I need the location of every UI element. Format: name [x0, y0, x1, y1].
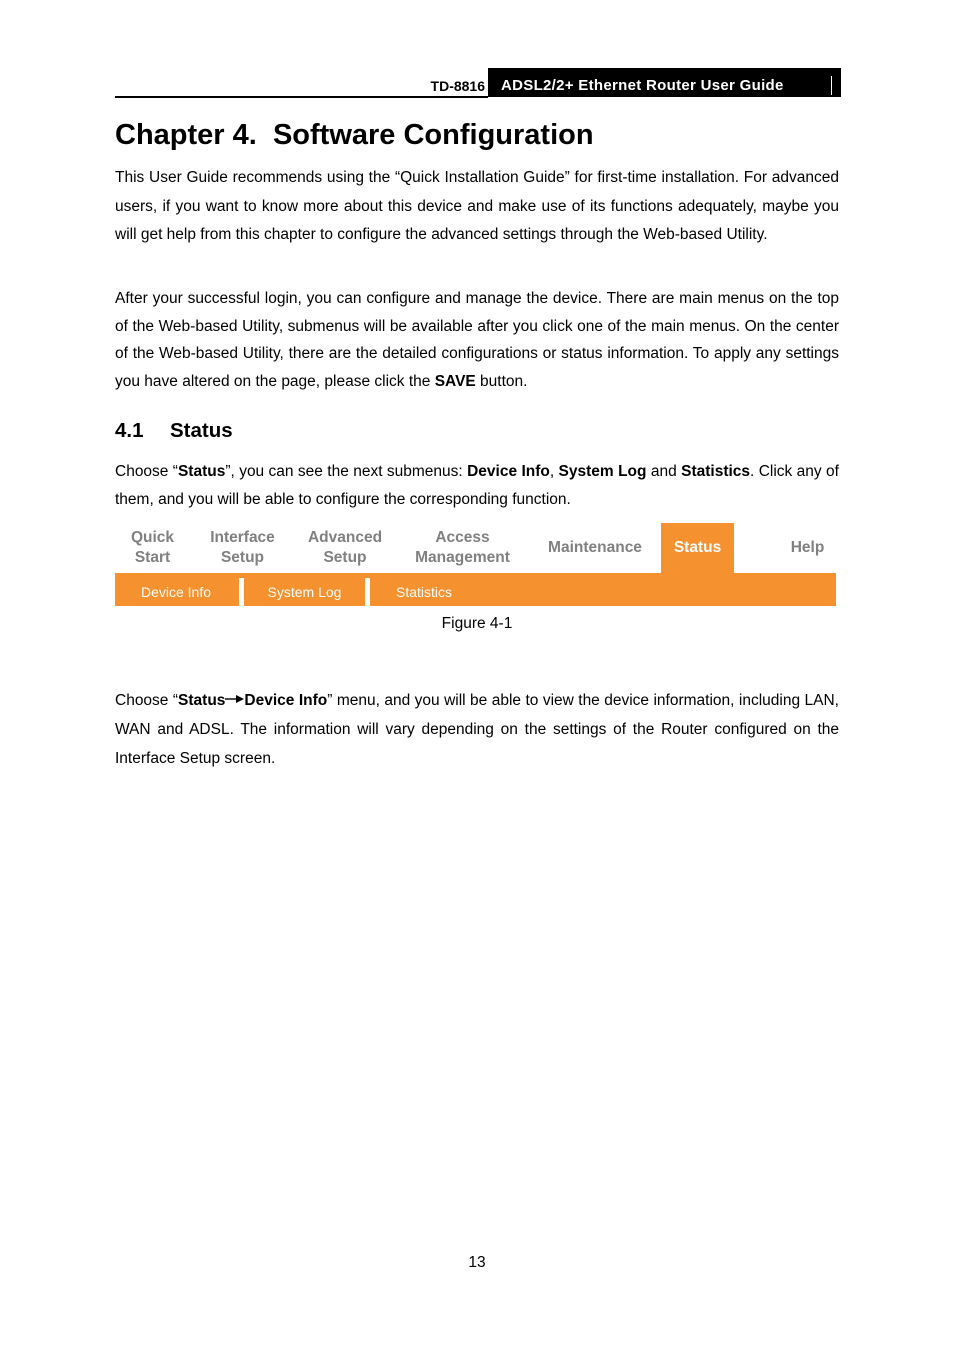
chapter-name: Software Configuration — [272, 119, 594, 151]
menu-access-management[interactable]: Access Management — [415, 529, 510, 566]
chapter-title — [115, 119, 594, 152]
arrow-right-icon — [225, 694, 244, 704]
login-text: After your successful login, you can configure and manage the device. There are main menus on the top of the Web-based Utility, submenus will be available after you click one of the main menus. On the center of the Web-based Utility, there are the detailed configurations or status information. To apply any settings you have altered on the page, please click the — [115, 290, 839, 390]
device-text-1: Choose “ — [115, 692, 179, 709]
menu-interface-setup[interactable]: Interface Setup — [210, 529, 275, 566]
menu-quick-start[interactable]: Quick Start — [130, 529, 175, 566]
status-text-2: ”, you can see the next submenus: — [225, 463, 468, 480]
section-heading — [115, 419, 233, 443]
status-keyword: Status — [178, 692, 226, 709]
header-guide-title: ADSL2/2+ Ethernet Router User Guide — [501, 77, 784, 94]
device-info-paragraph — [115, 686, 839, 773]
device-info-keyword: Device Info — [244, 692, 328, 709]
header-guide-box — [488, 68, 841, 97]
save-keyword: SAVE — [434, 372, 476, 390]
section-number: 4.1 — [115, 419, 144, 442]
device-text-2: ” menu, and you will be able to view the device information, including LAN, WAN and ADSL. The information will vary depending on the settings of the Router configured on the Interface Setup screen. — [115, 692, 839, 767]
status-text-1: Choose “ — [115, 463, 178, 480]
menu-advanced-setup[interactable]: Advanced Setup — [307, 529, 383, 566]
intro-paragraph: This User Guide recommends using the “Quick Installation Guide” for first-time installation. For advanced users, if you want to know more about this device and make use of its functions adequately, maybe you will get help from this chapter to configure the advanced settings through the Web-based Utility. — [115, 169, 839, 244]
router-menu-figure — [115, 523, 836, 606]
status-keyword: Status — [177, 463, 226, 480]
login-text-end: button. — [475, 372, 528, 390]
statistics-keyword: Statistics — [681, 463, 751, 480]
chapter-number: Chapter 4. — [115, 119, 257, 151]
login-paragraph — [115, 285, 839, 395]
status-text-4: and — [646, 463, 682, 480]
figure-caption: Figure 4-1 — [441, 615, 513, 632]
section-title: Status — [170, 419, 233, 442]
status-paragraph — [115, 458, 839, 514]
submenu-system-log[interactable]: System Log — [267, 584, 342, 600]
menu-maintenance[interactable]: Maintenance — [548, 539, 642, 556]
header-model: TD-8816 — [430, 78, 485, 94]
page-number: 13 — [468, 1254, 486, 1271]
menu-help[interactable]: Help — [790, 539, 825, 556]
sub-menu-bar — [115, 573, 836, 606]
device-info-keyword: Device Info — [467, 463, 550, 480]
submenu-statistics[interactable]: Statistics — [395, 584, 452, 600]
menu-status[interactable]: Status — [661, 523, 734, 573]
submenu-device-info[interactable]: Device Info — [140, 584, 212, 600]
system-log-keyword: System Log — [558, 463, 647, 480]
status-text-5: . Click any of them, and you will be able to configure the corresponding function. — [115, 463, 839, 508]
status-text-3: , — [549, 463, 559, 480]
main-menu-bar — [115, 523, 836, 573]
running-header — [115, 68, 841, 98]
header-rule — [115, 96, 488, 98]
